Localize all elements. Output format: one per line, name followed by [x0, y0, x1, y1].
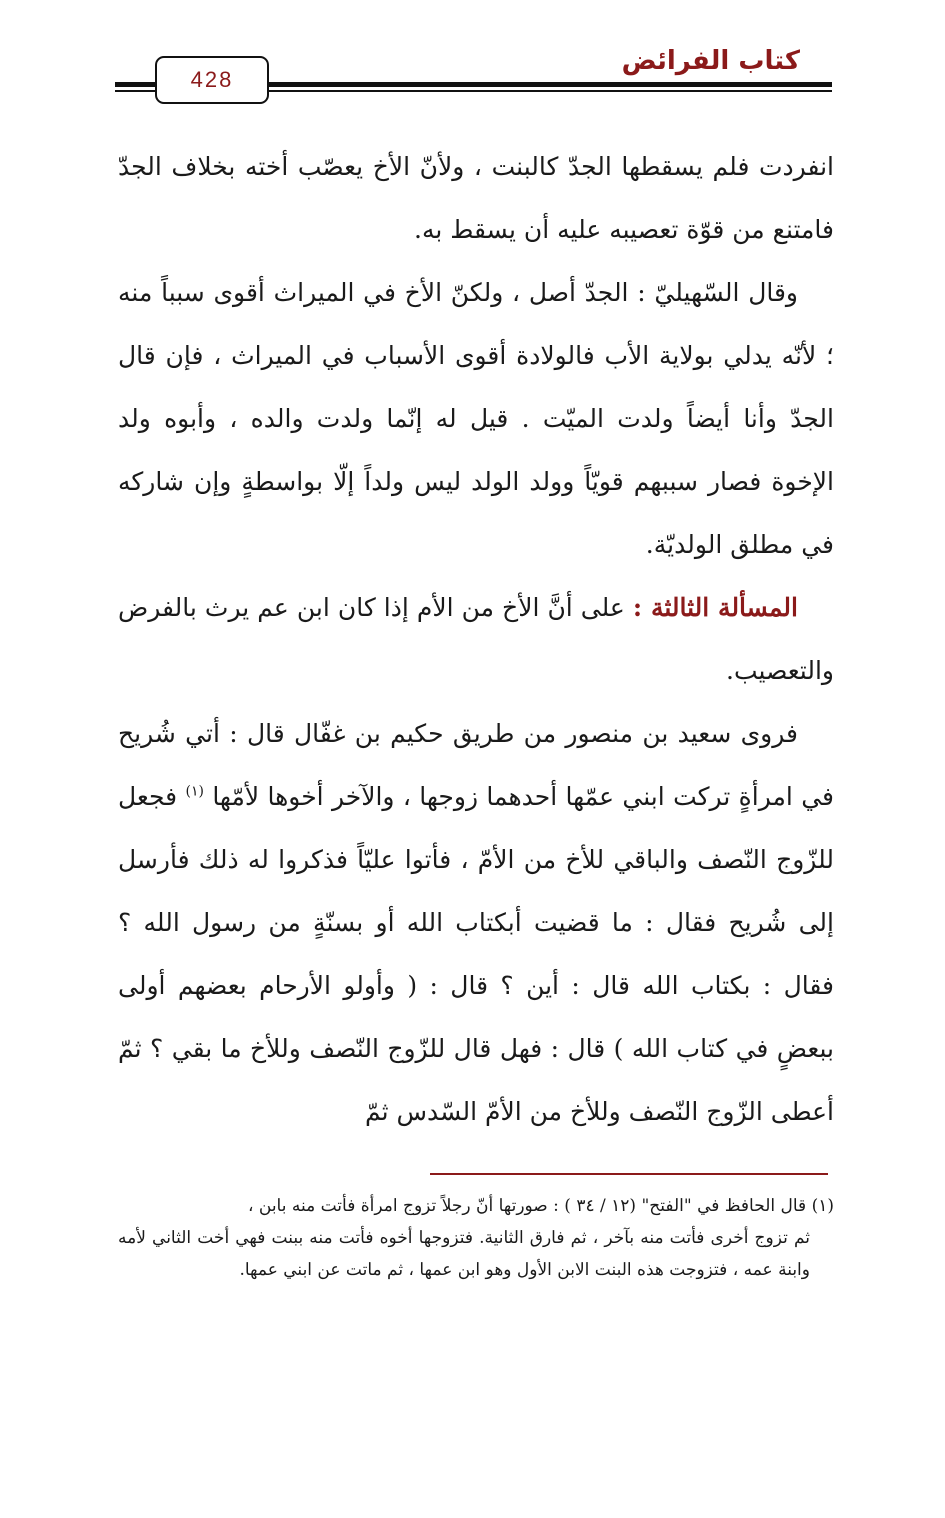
- footnote-lead: (١) قال الحافظ في "الفتح" (١٢ / ٣٤ ) : صورتها أنّ رجلاً تزوج امرأة فأتت منه بابن ،: [247, 1196, 834, 1216]
- main-text: [118, 135, 834, 1143]
- page-header: [115, 46, 832, 104]
- book-title: كتاب الفرائض: [612, 46, 810, 76]
- paragraph-2: وقال السّهيليّ : الجدّ أصل ، ولكنّ الأخ في الميراث أقوى سبباً منه ؛ لأنّه يدلي بولاية الأب فالولادة أقوى الأسباب في الميراث ، فإن قال الجدّ وأنا أيضاً ولدت الميّت . قيل له إنّما ولدت والده ، وأبوه ولد الإخوة فصار سببهم قويّاً وولد الولد ليس ولداً إلّا بواسطةٍ وإن شاركه في مطلق الولديّة.: [118, 278, 834, 559]
- paragraph-4-text: فروى سعيد بن منصور من طريق حكيم بن غفّال قال : أتي شُريح في امرأةٍ تركت ابني عمّها أحدهما زوجها ، والآخر أخوها لأمّها: [118, 719, 834, 811]
- page-number: 428: [155, 56, 269, 104]
- paragraph-1: انفردت فلم يسقطها الجدّ كالبنت ، ولأنّ الأخ يعصّب أخته بخلاف الجدّ فامتنع من قوّة تعصيبه عليه أن يسقط به.: [118, 152, 834, 244]
- footnote-continuation: ثم تزوج أخرى فأتت منه بآخر ، ثم فارق الثانية. فتزوجها أخوه فأتت منه ببنت فهي أخت الثاني لأمه وابنة عمه ، فتزوجت هذه البنت الابن الأول وهو ابن عمها ، ثم ماتت عن ابني عمها.: [118, 1228, 810, 1280]
- paragraph-4-continuation: فجعل للزّوج النّصف والباقي للأخ من الأمّ ، فأتوا عليّاً فذكروا له ذلك فأرسل إلى شُريح فقال : ما قضيت أبكتاب الله أو بسنّةٍ من رسول الله ؟ فقال : بكتاب الله قال : أين ؟ قال : ( وأولو الأرحام بعضهم أولى ببعضٍ في كتاب الله ) قال : فهل قال للزّوج النّصف وللأخ ما بقي ؟ ثمّ أعطى الزّوج النّصف وللأخ من الأمّ السّدس ثمّ: [118, 782, 834, 1126]
- footnote: [118, 1190, 834, 1286]
- paragraph-3-text: على أنَّ الأخ من الأم إذا كان ابن عم يرث بالفرض والتعصيب.: [118, 593, 834, 685]
- footnote-marker: (١): [185, 783, 204, 800]
- footnote-separator: [430, 1173, 828, 1175]
- paragraph-3: [118, 576, 834, 702]
- paragraph-4: [118, 702, 834, 1143]
- section-heading: المسألة الثالثة :: [632, 593, 798, 622]
